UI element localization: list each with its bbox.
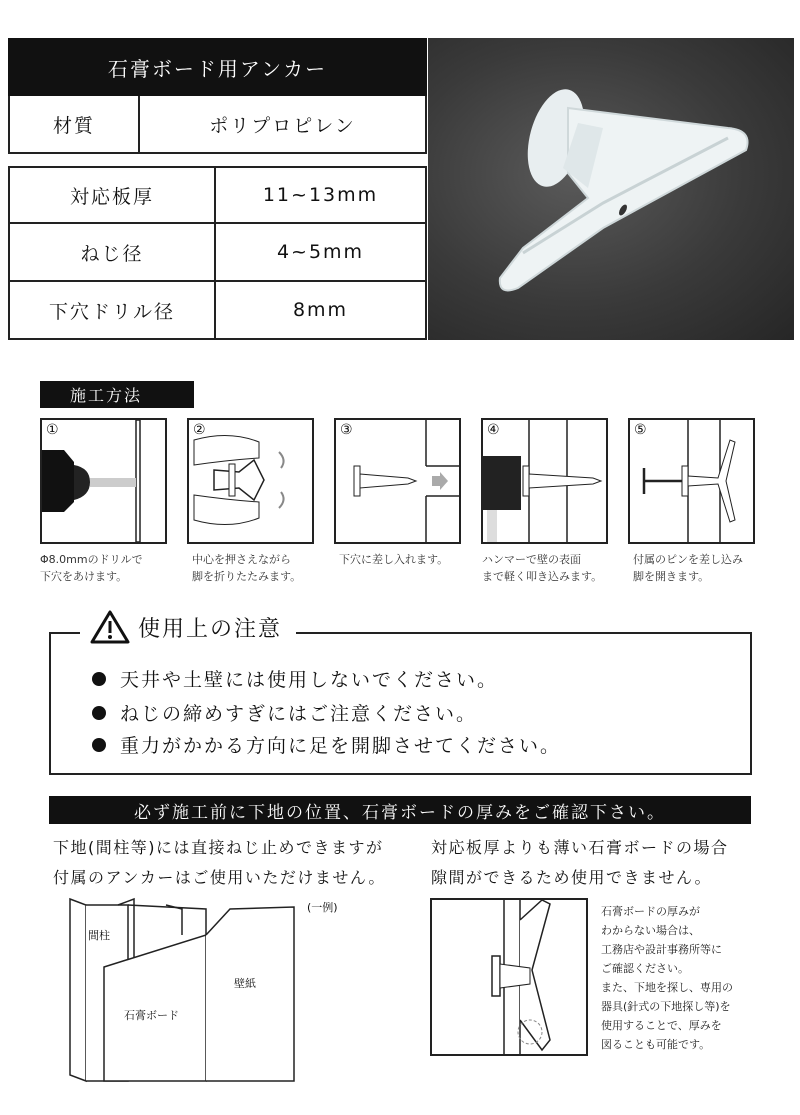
thin-board-figure xyxy=(430,898,588,1056)
stud-label: 間柱 xyxy=(88,929,110,942)
step-caption xyxy=(339,551,489,568)
spec-header: 石膏ボード用アンカー xyxy=(8,38,427,96)
board-label: 石膏ボード xyxy=(124,1009,179,1022)
caution-item xyxy=(92,699,477,726)
step-number: ④ xyxy=(487,422,500,438)
caution-title: 使用上の注意 xyxy=(138,616,283,642)
spec-row-screw xyxy=(8,224,427,282)
caution-text: 天井や土壁には使用しないでください。 xyxy=(120,669,499,691)
note-line: 器具(針式の下地探し等)を xyxy=(601,1000,731,1013)
wall-illustration xyxy=(66,895,306,1085)
step-4-figure xyxy=(481,418,608,544)
note-line: わからない場合は、 xyxy=(601,924,700,937)
material-row xyxy=(8,96,427,154)
step-caption-line: まで軽く叩き込みます。 xyxy=(482,570,603,583)
note-line: ご確認ください。 xyxy=(601,962,689,975)
step-caption-line: 下穴をあけます。 xyxy=(40,570,128,583)
spec-row-drill xyxy=(8,282,427,340)
step-caption-line: 下穴に差し入れます。 xyxy=(339,553,449,566)
step-caption-line: 脚を開きます。 xyxy=(633,570,710,583)
warning-icon xyxy=(90,609,130,645)
caution-item xyxy=(92,665,498,692)
step-caption xyxy=(40,551,190,585)
step-caption-line: Φ8.0mmのドリルで xyxy=(40,553,143,566)
bullet-icon xyxy=(92,738,106,752)
product-photo xyxy=(428,38,794,340)
note-line: 使用することで、厚みを xyxy=(601,1019,722,1032)
example-label: (一例) xyxy=(307,901,338,914)
step-caption xyxy=(633,551,783,585)
step-caption-line: 付属のピンを差し込み xyxy=(633,553,743,566)
spec-value: 11~13mm xyxy=(262,184,379,206)
step-number: ⑤ xyxy=(634,422,647,438)
step-caption-line: 中心を押さえながら xyxy=(192,553,291,566)
caution-text: 重力がかかる方向に足を開脚させてください。 xyxy=(120,735,562,757)
spec-value: 4~5mm xyxy=(276,241,365,263)
note-line: 石膏ボードの厚みが xyxy=(601,905,700,918)
paragraph-line: 下地(間柱等)には直接ねじ止めできますが xyxy=(53,838,384,857)
spec-label: 下穴ドリル径 xyxy=(10,282,216,338)
caution-text: ねじの締めすぎにはご注意ください。 xyxy=(120,703,478,725)
step-number: ② xyxy=(193,422,206,438)
step-3-figure xyxy=(334,418,461,544)
spec-label: 対応板厚 xyxy=(10,168,216,222)
bullet-icon xyxy=(92,672,106,686)
method-title: 施工方法 xyxy=(40,381,194,407)
step-number: ① xyxy=(46,422,59,438)
note-line: 図ることも可能です。 xyxy=(601,1038,711,1051)
spec-value: 8mm xyxy=(292,299,349,321)
paragraph-line: 付属のアンカーはご使用いただけません。 xyxy=(53,868,386,887)
step-1-figure xyxy=(40,418,167,544)
wallpaper-label: 壁紙 xyxy=(234,977,256,990)
step-5-figure xyxy=(628,418,755,544)
divider xyxy=(40,406,194,408)
caution-heading xyxy=(80,607,296,647)
step-2-figure xyxy=(187,418,314,544)
step-caption xyxy=(482,551,632,585)
thickness-note xyxy=(601,902,733,1054)
step-caption-line: ハンマーで壁の表面 xyxy=(482,553,581,566)
paragraph-line: 隙間ができるため使用できません。 xyxy=(431,868,712,887)
material-value: ポリプロピレン xyxy=(209,114,356,137)
paragraph-line: 対応板厚よりも薄い石膏ボードの場合 xyxy=(431,838,729,857)
bullet-icon xyxy=(92,706,106,720)
note-line: また、下地を探し、専用の xyxy=(601,981,733,994)
step-number: ③ xyxy=(340,422,353,438)
spec-label: ねじ径 xyxy=(10,224,216,280)
caution-item xyxy=(92,731,561,758)
material-label: 材質 xyxy=(10,96,140,152)
spec-row-thickness xyxy=(8,166,427,224)
confirm-banner: 必ず施工前に下地の位置、石膏ボードの厚みをご確認下さい。 xyxy=(49,796,751,824)
left-paragraph xyxy=(53,833,386,893)
step-caption-line: 脚を折りたたみます。 xyxy=(192,570,302,583)
right-paragraph xyxy=(431,833,729,893)
note-line: 工務店や設計事務所等に xyxy=(601,943,722,956)
step-caption xyxy=(192,551,342,585)
